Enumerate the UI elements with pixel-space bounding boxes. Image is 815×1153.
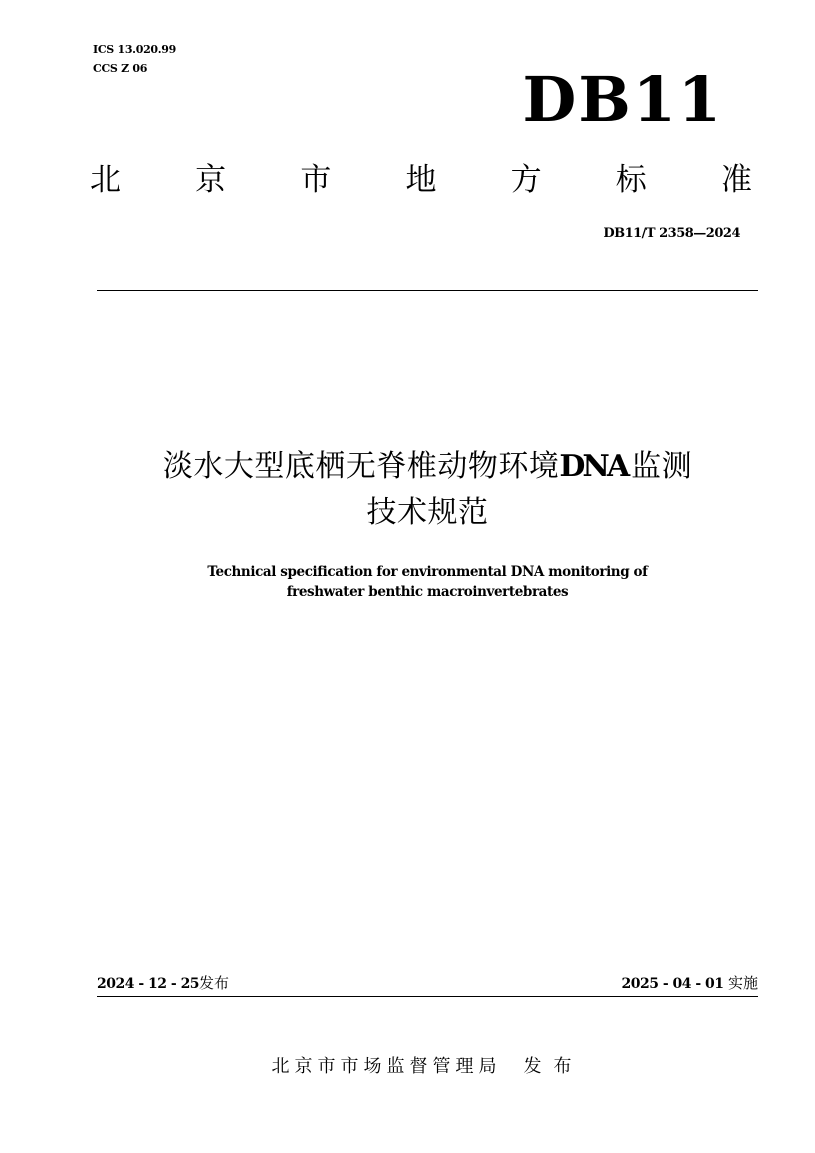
standard-type-char: 地 — [405, 162, 437, 198]
standard-type-char: 方 — [510, 162, 542, 198]
date-row — [97, 972, 758, 995]
chinese-title-line-1 — [90, 444, 765, 490]
chinese-title — [90, 444, 765, 536]
issuer-name: 北京市市场监督管理局 — [271, 1056, 502, 1077]
ics-code: ICS 13.020.99 — [93, 43, 177, 56]
implement-label: 实施 — [727, 974, 758, 992]
publish-label: 发布 — [199, 974, 230, 992]
classification-codes — [93, 40, 176, 78]
standard-type-char: 北 — [90, 162, 121, 198]
english-title — [90, 562, 765, 602]
issuer-action: 发布 — [523, 1056, 584, 1077]
english-title-line-1: Technical specification for environmental DNA monitoring of — [207, 564, 648, 580]
top-divider — [97, 290, 758, 291]
standard-number: DB11/T 2358—2024 — [603, 226, 740, 241]
standard-type-char: 标 — [615, 162, 647, 198]
standard-type-char: 市 — [300, 162, 332, 198]
implement-date: 2025 - 04 - 01 — [621, 976, 724, 992]
implement-date-group — [621, 972, 758, 995]
english-title-line-2: freshwater benthic macroinvertebrates — [286, 584, 569, 600]
ccs-code: CCS Z 06 — [93, 62, 148, 75]
issuer-line — [90, 1054, 765, 1080]
standard-type-char: 准 — [720, 162, 752, 198]
title-text: 淡水大型底栖无脊椎动物环境 — [162, 449, 560, 484]
title-dna: DNA — [559, 449, 628, 484]
publish-date: 2024 - 12 - 25 — [97, 976, 200, 992]
standard-type-heading — [90, 160, 752, 200]
title-text: 监测 — [631, 449, 693, 484]
standard-type-char: 京 — [195, 162, 227, 198]
publish-date-group — [97, 972, 229, 995]
bottom-divider — [97, 996, 758, 997]
chinese-title-line-2: 技术规范 — [366, 495, 489, 530]
db11-logo: DB11 — [522, 63, 723, 136]
